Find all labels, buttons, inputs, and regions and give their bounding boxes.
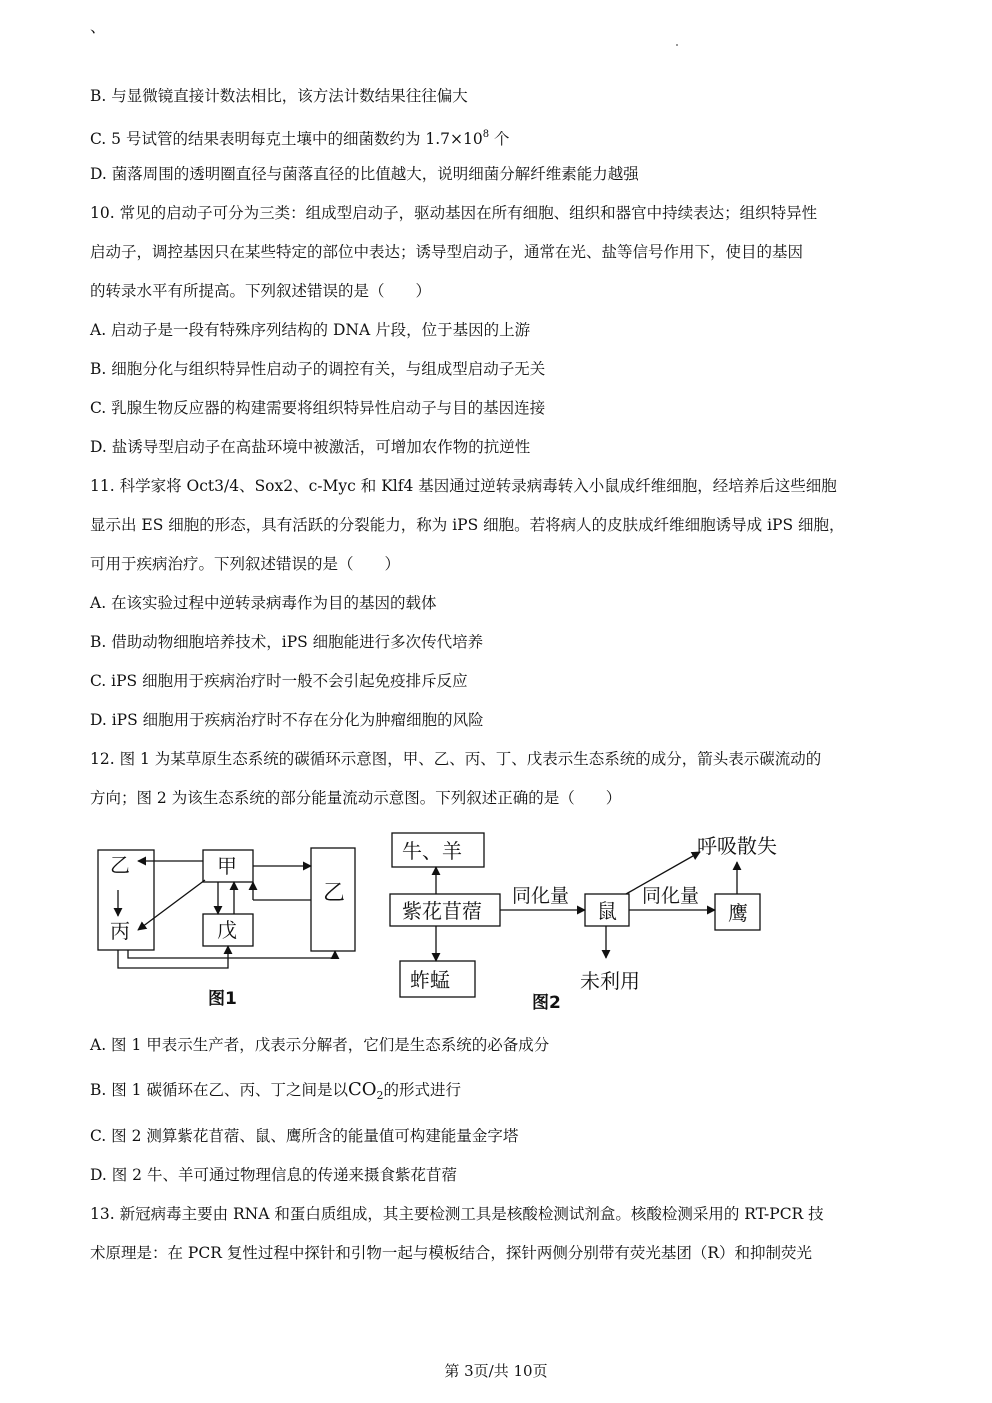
fig1-arrow-bing-to-wu <box>118 946 228 968</box>
fig2-caption: 图2 <box>532 993 561 1013</box>
q11-stem-line-1: 11. 科学家将 Oct3/4、Sox2、c-Myc 和 Klf4 基因通过逆转录病毒转入小鼠成纤维细胞，经培养后这些细胞 <box>90 477 837 495</box>
q10-stem-line-3: 的转录水平有所提高。下列叙述错误的是（ ） <box>90 282 432 300</box>
fig2-label-tonghua-1: 同化量 <box>512 885 570 907</box>
q12b-formula-base: CO <box>347 1079 377 1100</box>
q12-option-d: D. 图 2 牛、羊可通过物理信息的传递来摄食紫花苜蓿 <box>90 1166 457 1184</box>
q12-stem-line-1: 12. 图 1 为某草原生态系统的碳循环示意图，甲、乙、丙、丁、戊表示生态系统的成分，箭头表示碳流动的 <box>90 750 822 768</box>
fig2-label-ying: 鹰 <box>728 901 748 925</box>
q9c-text: C. 5 号试管的结果表明每克土壤中的细菌数约为 1.7×10 <box>90 130 483 148</box>
q12-option-a: A. 图 1 甲表示生产者，戊表示分解者，它们是生态系统的必备成分 <box>90 1036 550 1054</box>
q9-option-b: B. 与显微镜直接计数法相比，该方法计数结果往往偏大 <box>90 87 468 105</box>
q12-stem-line-2: 方向；图 2 为该生态系统的部分能量流动示意图。下列叙述正确的是（ ） <box>90 789 622 807</box>
q11-stem-line-3: 可用于疾病治疗。下列叙述错误的是（ ） <box>90 555 401 573</box>
fig1-label-jia: 甲 <box>217 854 237 878</box>
q11-option-a: A. 在该实验过程中逆转录病毒作为目的基因的载体 <box>90 594 437 612</box>
q11-stem-line-2: 显示出 ES 细胞的形态，具有活跃的分裂能力，称为 iPS 细胞。若将病人的皮肤成纤维细胞诱导成 iPS 细胞， <box>90 516 845 534</box>
fig1-label-wu: 戊 <box>217 918 237 942</box>
q12b-tail: 的形式进行 <box>383 1081 462 1099</box>
fig2-label-tonghua-2: 同化量 <box>642 885 700 907</box>
q11-option-c: C. iPS 细胞用于疾病治疗时一般不会引起免疫排斥反应 <box>90 672 468 690</box>
q9-option-d: D. 菌落周围的透明圈直径与菌落直径的比值越大，说明细菌分解纤维素能力越强 <box>90 165 639 183</box>
fig1-arrow-jia-to-bing <box>138 880 205 930</box>
q12b-formula <box>348 1079 384 1100</box>
q12-option-c: C. 图 2 测算紫花苜蓿、鼠、鹰所含的能量值可构建能量金字塔 <box>90 1127 519 1145</box>
fig2-label-zihua: 紫花苜蓿 <box>402 899 482 923</box>
q9c-exponent: 8 <box>482 129 490 140</box>
top-mark: 、 <box>90 17 107 36</box>
q12b-formula-sub: 2 <box>376 1089 384 1102</box>
fig2-label-shu: 鼠 <box>597 899 617 923</box>
q12-figures <box>0 820 992 1020</box>
q13-stem-line-2: 术原理是：在 PCR 复性过程中探针和引物一起与模板结合，探针两侧分别带有荧光基团（R）和抑制荧光 <box>90 1244 812 1262</box>
q10-option-c: C. 乳腺生物反应器的构建需要将组织特异性启动子与目的基因连接 <box>90 399 546 417</box>
q10-option-a: A. 启动子是一段有特殊序列结构的 DNA 片段，位于基因的上游 <box>90 321 531 339</box>
q11-option-d: D. iPS 细胞用于疾病治疗时不存在分化为肿瘤细胞的风险 <box>90 711 484 729</box>
scan-dot <box>676 44 678 46</box>
fig1-label-yi-top: 乙 <box>110 853 130 877</box>
q10-option-d: D. 盐诱导型启动子在高盐环境中被激活，可增加农作物的抗逆性 <box>90 438 531 456</box>
fig1-label-bing: 丙 <box>110 919 130 943</box>
fig2-label-weiliyong: 未利用 <box>580 969 640 993</box>
q9c-unit: 个 <box>489 130 510 148</box>
q12-option-b <box>90 1080 461 1106</box>
q9-option-c <box>90 125 510 149</box>
q11-option-b: B. 借助动物细胞培养技术，iPS 细胞能进行多次传代培养 <box>90 633 484 651</box>
q12b-text: B. 图 1 碳循环在乙、丙、丁之间是以 <box>90 1081 348 1099</box>
fig2-label-huxi: 呼吸散失 <box>697 834 777 858</box>
fig2-label-zhameng: 蚱蜢 <box>410 968 450 992</box>
fig1-label-yi-right: 乙 <box>323 881 346 906</box>
q13-stem-line-1: 13. 新冠病毒主要由 RNA 和蛋白质组成，其主要检测工具是核酸检测试剂盒。核酸检测采用的 RT-PCR 技 <box>90 1205 824 1223</box>
q10-stem-line-2: 启动子，调控基因只在某些特定的部位中表达；诱导型启动子，通常在光、盐等信号作用下，使目的基因 <box>90 243 804 261</box>
fig1-caption: 图1 <box>208 989 237 1009</box>
fig2-label-niuyang: 牛、羊 <box>402 839 462 863</box>
q10-option-b: B. 细胞分化与组织特异性启动子的调控有关，与组成型启动子无关 <box>90 360 546 378</box>
page-footer: 第 3页/共 10页 <box>444 1362 548 1380</box>
fig1-arrow-bing-to-right <box>128 950 335 958</box>
q10-stem-line-1: 10. 常见的启动子可分为三类：组成型启动子，驱动基因在所有细胞、组织和器官中持续表达；组织特异性 <box>90 204 818 222</box>
